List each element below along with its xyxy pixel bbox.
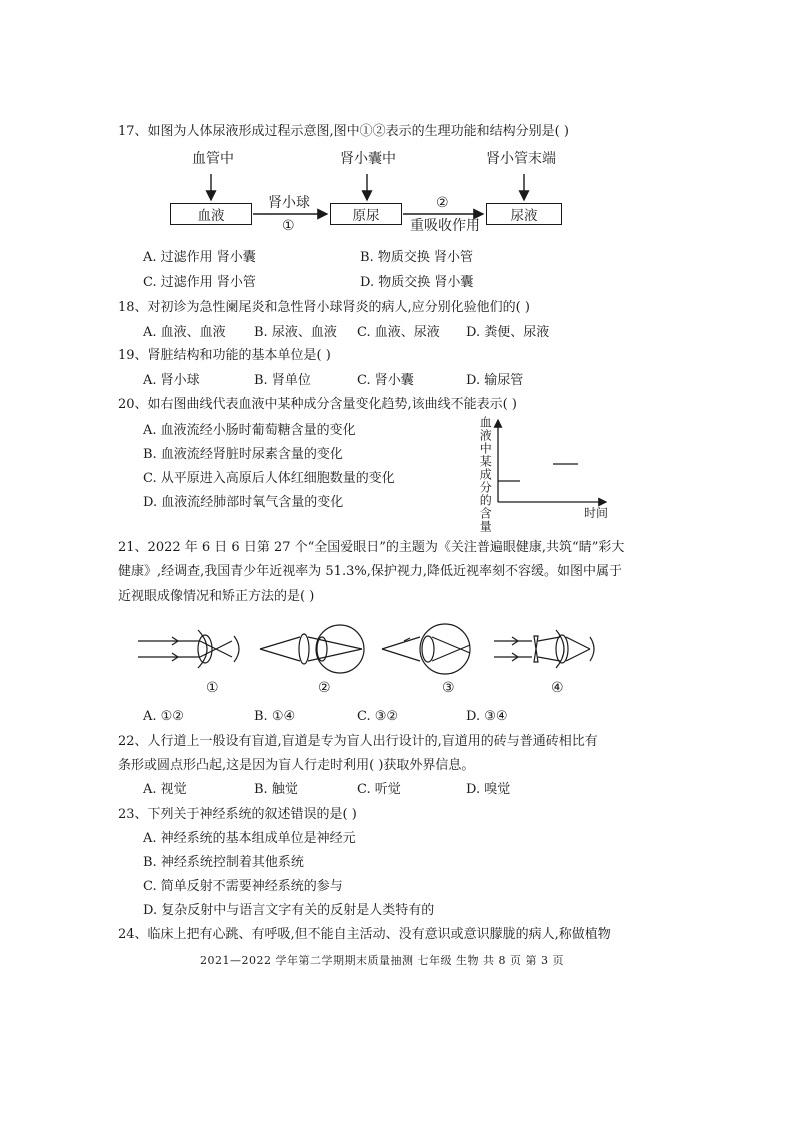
q22-option-c[interactable]: C. 听觉 — [357, 782, 401, 797]
q23-stem: 23、下列关于神经系统的叙述错误的是( ) — [118, 807, 357, 822]
q22-stem-line2: 条形或圆点形凸起,这是因为盲人行走时利用( )获取外界信息。 — [118, 758, 475, 773]
q18-option-c[interactable]: C. 血液、尿液 — [357, 325, 440, 340]
q20-graph-xlabel: 时间 — [584, 506, 609, 520]
q18-option-d[interactable]: D. 粪便、尿液 — [466, 325, 550, 340]
q21-option-d[interactable]: D. ③④ — [466, 709, 508, 724]
q21-stem-line2: 健康》,经调查,我国青少年近视率为 51.3%,保护视力,降低近视率刻不容缓。如图中属于 — [118, 564, 622, 579]
diagram-box-primary-urine: 原尿 — [330, 203, 402, 225]
q23-option-c[interactable]: C. 简单反射不需要神经系统的参与 — [143, 879, 343, 894]
q20-option-c[interactable]: C. 从平原进入高原后人体红细胞数量的变化 — [143, 471, 395, 486]
diagram-box-blood: 血液 — [170, 203, 252, 225]
q19-option-b[interactable]: B. 肾单位 — [254, 373, 311, 388]
diagram-arrow1-top: 肾小球 — [268, 195, 310, 211]
q17-option-c[interactable]: C. 过滤作用 肾小管 — [143, 275, 256, 290]
diagram-label-capsule: 肾小囊中 — [340, 151, 396, 167]
diagram-label-tubule-end: 肾小管末端 — [486, 151, 556, 167]
q22-stem-line1: 22、人行道上一般设有盲道,盲道是专为盲人出行设计的,盲道用的砖与普通砖相比有 — [118, 734, 598, 749]
q17-option-d[interactable]: D. 物质交换 肾小囊 — [360, 275, 474, 290]
q17-stem: 17、如图为人体尿液形成过程示意图,图中①②表示的生理功能和结构分别是( ) — [118, 124, 569, 139]
q20-option-b[interactable]: B. 血液流经肾脏时尿素含量的变化 — [143, 447, 343, 462]
q19-stem: 19、肾脏结构和功能的基本单位是( ) — [118, 348, 331, 363]
q23-option-a[interactable]: A. 神经系统的基本组成单位是神经元 — [143, 831, 356, 846]
q21-figure-label-1: ① — [206, 680, 219, 696]
q22-option-d[interactable]: D. 嗅觉 — [466, 782, 511, 797]
q24-stem: 24、临床上把有心跳、有呼吸,但不能自主活动、没有意识或意识朦胧的病人,称做植物 — [118, 927, 611, 942]
q18-option-a[interactable]: A. 血液、血液 — [143, 325, 226, 340]
q21-stem-line3: 近视眼成像情况和矫正方法的是( ) — [118, 589, 315, 604]
q20-option-a[interactable]: A. 血液流经小肠时葡萄糖含量的变化 — [143, 423, 356, 438]
diagram-label-vessel: 血管中 — [192, 151, 234, 167]
q21-option-b[interactable]: B. ①④ — [254, 709, 296, 724]
q21-option-c[interactable]: C. ③② — [357, 709, 399, 724]
q17-option-a[interactable]: A. 过滤作用 肾小囊 — [143, 250, 256, 265]
q20-graph-ylabel: 血液中某成分的含量 — [478, 416, 493, 533]
q22-option-b[interactable]: B. 触觉 — [254, 782, 298, 797]
q22-option-a[interactable]: A. 视觉 — [143, 782, 187, 797]
q19-option-d[interactable]: D. 输尿管 — [466, 373, 524, 388]
q21-figure-label-4: ④ — [551, 680, 564, 696]
q17-option-b[interactable]: B. 物质交换 肾小管 — [360, 250, 473, 265]
q21-stem-line1: 21、2022 年 6 日 6 日第 27 个“全国爱眼日”的主题为《关注普遍眼健康,共筑“睛”彩大 — [118, 540, 625, 555]
q20-stem: 20、如右图曲线代表血液中某种成分含量变化趋势,该曲线不能表示( ) — [118, 397, 517, 412]
q23-option-b[interactable]: B. 神经系统控制着其他系统 — [143, 855, 304, 870]
diagram-box-urine: 尿液 — [486, 203, 562, 225]
diagram-arrow2-top: ② — [436, 195, 449, 211]
q19-option-c[interactable]: C. 肾小囊 — [357, 373, 414, 388]
q21-option-a[interactable]: A. ①② — [143, 709, 184, 724]
q19-option-a[interactable]: A. 肾小球 — [143, 373, 200, 388]
q21-figure-label-2: ② — [318, 680, 331, 696]
q23-option-d[interactable]: D. 复杂反射中与语言文字有关的反射是人类特有的 — [143, 903, 435, 918]
q21-figure-label-3: ③ — [442, 680, 455, 696]
diagram-arrow2-bottom: 重吸收作用 — [410, 218, 480, 234]
q18-option-b[interactable]: B. 尿液、血液 — [254, 325, 337, 340]
q18-stem: 18、对初诊为急性阑尾炎和急性肾小球肾炎的病人,应分别化验他们的( ) — [118, 300, 530, 315]
page-footer: 2021—2022 学年第二学期期末质量抽测 七年级 生物 共 8 页 第 3 页 — [200, 954, 564, 967]
diagram-arrow1-bottom: ① — [282, 218, 295, 234]
q20-option-d[interactable]: D. 血液流经肺部时氧气含量的变化 — [143, 495, 344, 510]
